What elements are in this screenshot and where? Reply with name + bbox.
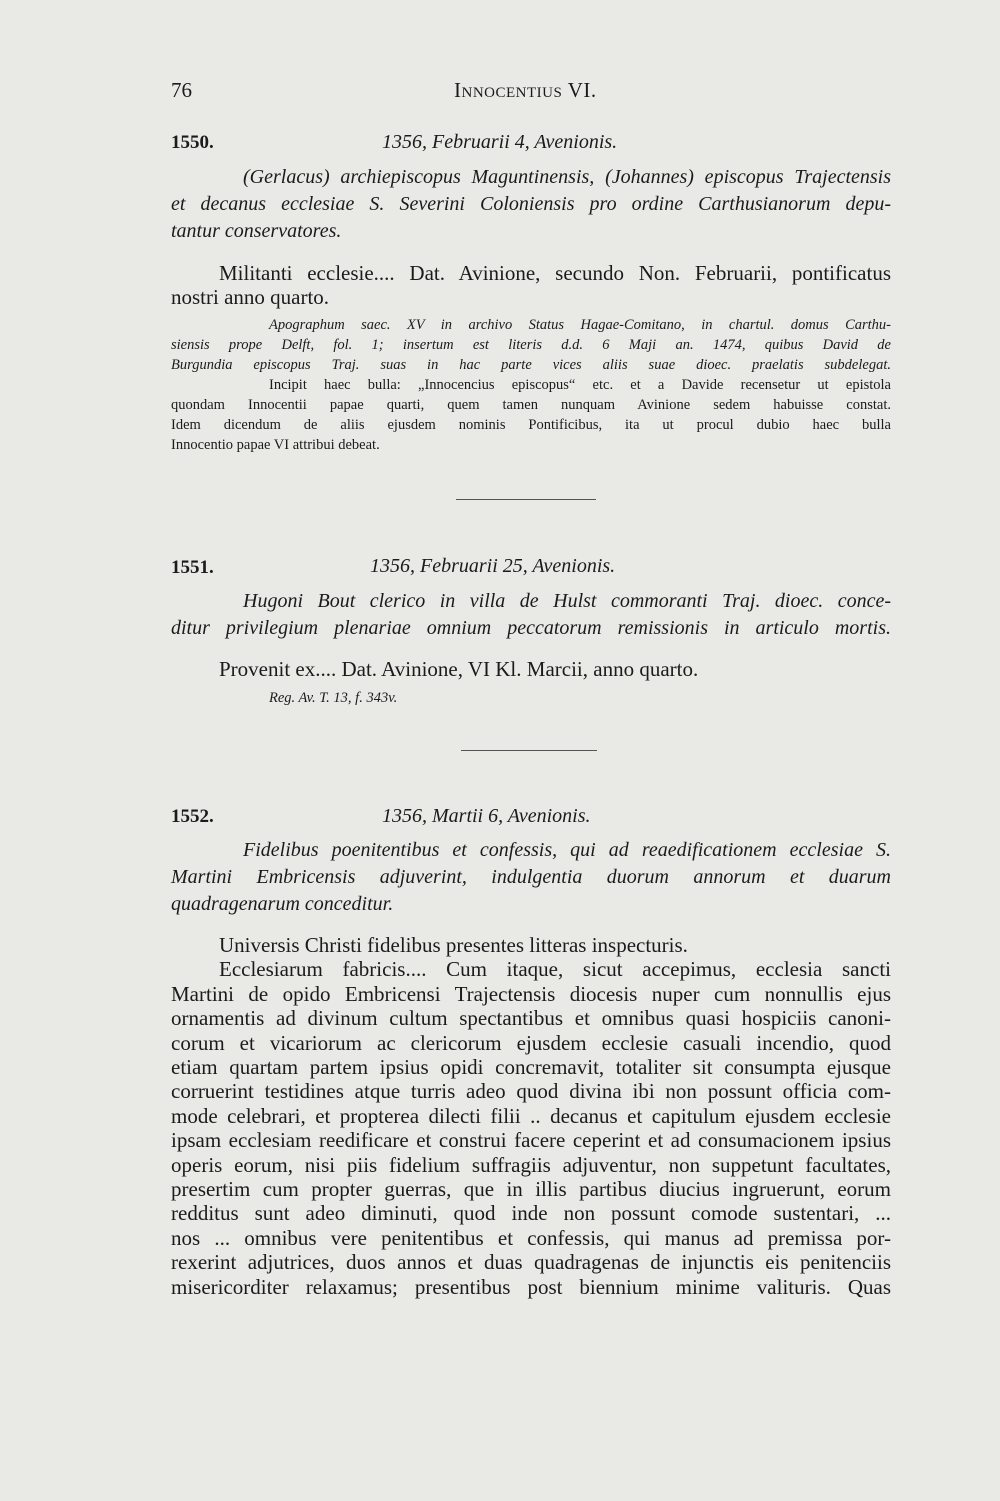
entry-date: 1356, Martii 6, Avenionis. <box>382 805 591 827</box>
note-line: quondam Innocentii papae quarti, quem tamen nunquam Avinione sedem habuisse constat. <box>171 397 891 413</box>
text-line: presertim cum propter guerras, que in illis partibus diucius ingruerunt, eorum <box>171 1177 891 1202</box>
page-number: 76 <box>171 78 192 102</box>
entry-text: Provenit ex.... Dat. Avinione, VI Kl. Marcii, anno quarto. <box>219 657 699 681</box>
text-line: etiam quartam partem ipsius opidi concremavit, totaliter sit consumpta ejusque <box>171 1055 891 1080</box>
entry-date: 1356, Februarii 4, Avenionis. <box>382 131 618 153</box>
text-line: mode celebrari, et propterea dilecti filii .. decanus et capitulum ejusdem ecclesie <box>171 1103 891 1128</box>
text-line: nos ... omnibus vere penitentibus et confessis, qui manus ad premissa por- <box>171 1225 891 1250</box>
entry-number: 1552. <box>171 806 214 827</box>
regest-line: Fidelibus poenitentibus et confessis, qui ad reaedificationem ecclesiae S. <box>243 839 891 861</box>
text-line: Militanti ecclesie.... Dat. Avinione, secundo Non. Februarii, pontificatus <box>219 261 891 285</box>
text-line: Martini de opido Embricensi Trajectensis diocesis nuper cum nonnullis ejus <box>171 981 891 1006</box>
running-title: Innocentius VI. <box>454 78 597 102</box>
text-line: Universis Christi fidelibus presentes litteras inspecturis. <box>219 933 688 957</box>
note-line: Innocentio papae VI attribui debeat. <box>171 437 380 453</box>
text-line: Ecclesiarum fabricis.... Cum itaque, sicut accepimus, ecclesia sancti <box>219 957 891 982</box>
regest-line: ditur privilegium plenariae omnium peccatorum remissionis in articulo mortis. <box>171 617 891 639</box>
note-line: Apographum saec. XV in archivo Status Hagae-Comitano, in chartul. domus Carthu- <box>269 317 891 333</box>
text-line: operis eorum, nisi piis fidelium suffragiis adjuventur, non suppetunt facultates, <box>171 1152 891 1177</box>
entry-text <box>171 933 891 1299</box>
regest-line: (Gerlacus) archiepiscopus Maguntinensis, (Johannes) episcopus Trajectensis <box>243 166 891 188</box>
text-line: nostri anno quarto. <box>171 285 330 309</box>
note-line: siensis prope Delft, fol. 1; insertum est literis d.d. 6 Maji an. 1474, quibus David de <box>171 337 891 353</box>
text-line: ipsam ecclesiam reedificare et construi facere ceperint et ad consumacionem ipsius <box>171 1128 891 1153</box>
section-divider <box>461 750 597 751</box>
regest-line: quadragenarum conceditur. <box>171 893 394 915</box>
regest-line: Martini Embricensis adjuverint, indulgentia duorum annorum et duarum <box>171 866 891 888</box>
regest <box>171 588 891 642</box>
regest <box>171 837 891 918</box>
regest-line: et decanus ecclesiae S. Severini Coloniensis pro ordine Carthusianorum depu- <box>171 193 891 215</box>
note-line: Idem dicendum de aliis ejusdem nominis Pontificibus, ita ut procul dubio haec bulla <box>171 417 891 433</box>
text-line: redditus sunt adeo diminuti, quod inde non possunt comode sustentari, ... <box>171 1201 891 1226</box>
section-divider <box>456 499 596 500</box>
regest-line: tantur conservatores. <box>171 220 342 242</box>
entry-number: 1550. <box>171 132 214 153</box>
entry-number: 1551. <box>171 557 214 578</box>
text-line: corum et vicariorum ac clericorum ejusdem ecclesie casuali incendio, quod <box>171 1030 891 1055</box>
footnote <box>171 315 891 455</box>
text-line: corruerint testidines atque turris adeo quod divina ibi non possunt officia com- <box>171 1079 891 1104</box>
note-line: Incipit haec bulla: „Innocencius episcopus“ etc. et a Davide recensetur ut epistola <box>269 377 891 393</box>
note-line: Burgundia episcopus Traj. suas in hac parte vices aliis suae dioec. praelatis subdelegat. <box>171 357 891 373</box>
entry-date: 1356, Februarii 25, Avenionis. <box>370 555 616 577</box>
entry-text <box>171 261 891 309</box>
text-line: misericorditer relaxamus; presentibus post biennium minime valituris. Quas <box>171 1274 891 1299</box>
text-line: ornamentis ad divinum cultum spectantibus et omnibus quasi hospiciis canoni- <box>171 1006 891 1031</box>
archive-reference: Reg. Av. T. 13, f. 343v. <box>269 690 398 706</box>
regest-line: Hugoni Bout clerico in villa de Hulst commoranti Traj. dioec. conce- <box>243 590 891 612</box>
regest <box>171 164 891 245</box>
text-line: rexerint adjutrices, duos annos et duas quadragenas de injunctis eis penitenciis <box>171 1250 891 1275</box>
